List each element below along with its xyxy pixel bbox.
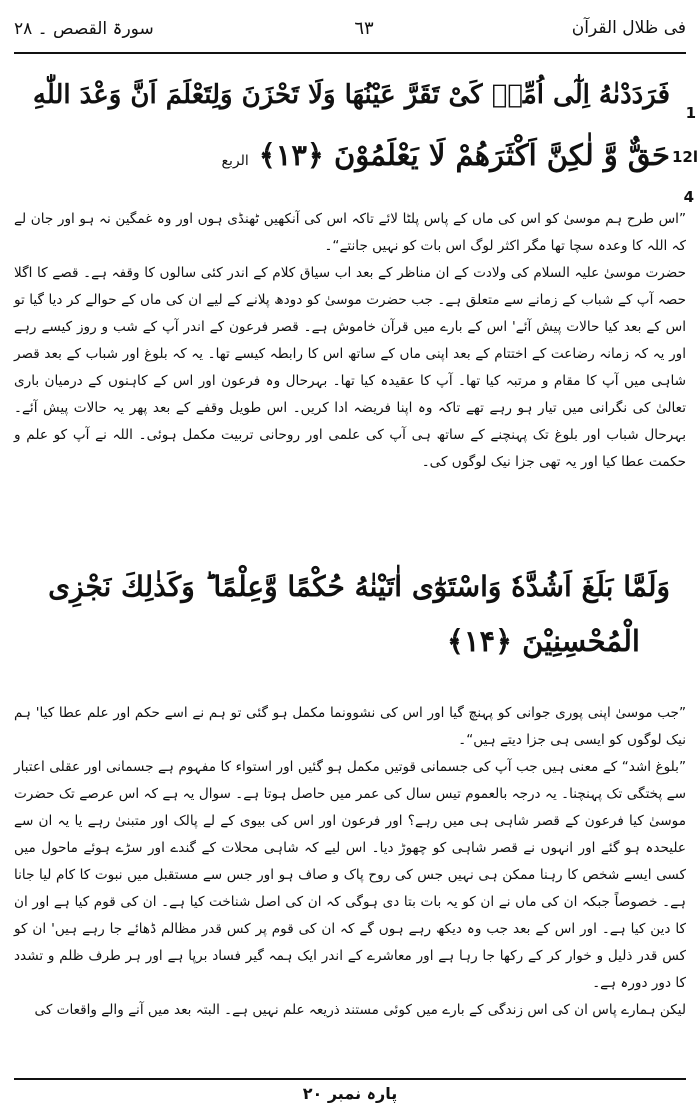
verse-2-line-1: وَلَمَّا بَلَغَ اَشُدَّهٗ وَاسْتَوٰٓى اٰتَیْنٰهُ حُكْمًا وَّعِلْمًا ؕ وَكَذٰلِكَ نَجْزِی [48,570,670,603]
paragraph: لیکن ہمارے پاس ان کی اس زندگی کے بارے میں کوئی مستند ذریعہ علم نہیں ہے۔ البتہ بعد میں آنے والے واقعات کی [34,1002,686,1018]
verse-2-line-2: الْمُحْسِنِیْنَ ﴿۱۴﴾ [446,624,640,658]
margin-note-bottom: 4 [683,188,694,206]
running-title: فی ظلال القرآن [571,18,686,38]
margin-note-middle: 12ا [671,148,698,166]
commentary-block-2 [14,700,686,1024]
surah-label: سورۃ القصص ۔ ٢٨ [14,19,154,39]
part-number: پارہ نمبر ٢٠ [302,1084,398,1103]
page-number: ٦٣ [354,18,374,39]
header-rule [14,52,686,54]
verse-1-line-2-text: حَقٌّ وَّ لٰكِنَّ اَكْثَرَهُمْ لَا یَعْلَمُوْنَ ﴿۱۳﴾ [258,138,670,172]
paragraph: حضرت موسیٰ علیہ السلام کی ولادت کے ان مناظر کے بعد اب سیاق کلام کے اندر کئی سالوں کا وقفہ ہے۔ قصے کا اگلا حصہ آپ کے شباب کے زمانے سے متعلق ہے۔ جب حضرت موسیٰ کو دودھ پلانے کے لیے ان کی ماں کے حوالے کر دیا گیا تو اس کے بعد کیا حالات پیش آئے' اس کے بارے میں قرآن خاموش ہے۔ قصر فرعون کے اندر آپ کے شب و روز کیسے رہے اور یہ کہ زمانہ رضاعت کے اختتام کے بعد اپنی ماں کے ساتھ اس کا رابطہ کیسے تھا۔ یہ کہ بلوغ اور شباب کے بعد قصر شاہی میں آپ کا مقام و مرتبہ کیا تھا۔ آپ کا عقیدہ کیا تھا۔ بہرحال وہ فرعون اور اس کے کاہنوں کے درمیان باری تعالیٰ کی نگرانی میں تیار ہو رہے تھے تاکہ وہ اپنا فریضہ ادا کریں۔ اس طویل وقفے کے بعد پھر یہ حالات پیش آئے۔ بہرحال شباب اور بلوغ تک پہنچنے کے ساتھ ہی آپ کی علمی اور روحانی تربیت مکمل ہوئی۔ اللہ نے آپ کو علم و حکمت عطا کیا اور یہ تھی جزا نیک لوگوں کی۔ [14,265,686,470]
paragraph: ”جب موسیٰ اپنی پوری جوانی کو پہنچ گیا اور اس کی نشوونما مکمل ہو گئی تو ہم نے اسے حکم اور علم عطا کیا' ہم نیک لوگوں کو ایسی ہی جزا دیتے ہیں“۔ [14,705,686,748]
verse-1-line-2 [222,138,670,172]
verse-1-line-1: فَرَدَدْنٰهُ اِلٰٓى اُمِّهٖ كَیْ تَقَرَّ عَیْنُهَا وَلَا تَحْزَنَ وَلِتَعْلَمَ اَنَّ وَعْدَ اللّٰهِ [32,80,670,110]
paragraph: ”اس طرح ہم موسیٰ کو اس کی ماں کے پاس پلٹا لائے تاکہ اس کی آنکھیں ٹھنڈی ہوں اور وہ غمگین نہ ہو اور جان لے کہ اللہ کا وعدہ سچا تھا مگر اکثر لوگ اس بات کو نہیں جانتے“۔ [14,211,686,254]
page-header [14,18,686,48]
margin-note-top: 1 [685,104,696,122]
commentary-block-1 [14,206,686,476]
footer-rule [14,1078,686,1080]
paragraph: ”بلوغ اشد“ کے معنی ہیں جب آپ کی جسمانی قوتیں مکمل ہو گئیں اور استواء کا مفہوم ہے جسمانی اور عقلی اعتبار سے پختگی تک پہنچنا۔ یہ درجہ بالعموم تیس سال کی عمر میں حاصل ہوتا ہے۔ سوال یہ ہے کہ اس عرصے تک حضرت موسیٰ کیا فرعون کے قصر شاہی ہی میں رہے؟ اور فرعون اور اس کی بیوی کے لے پالک اور متبنیٰ رہے یا یہ ان سے علیحدہ ہو گئے اور انہوں نے قصر شاہی کو چھوڑ دیا۔ اس لیے کہ شاہی محلات کے گندے اور سڑے ہوئے ماحول میں کسی ایسے شخص کا رہنا ممکن ہی نہیں جس کی روح پاک و صاف ہو اور جس سے مستقبل میں نبوت کا کام لیا جانا ہے۔ خصوصاً جبکہ ان کی ماں نے ان کو یہ بات بتا دی ہوگی کہ ان کی اصل شناخت کیا ہے۔ ان کی قوم کیا ہے اور ان کا دین کیا ہے۔ اور اس کے بعد جب وہ دیکھ رہے ہوں گے کہ ان کی قوم پر کس قدر مظالم ڈھائے جا رہے ہیں' ان کو کس قدر ذلیل و خوار کر کے رکھا جا رہا ہے اور معاشرے کے اندر ایک ہمہ گیر فساد برپا ہے اور ہر طرف ظلم و تشدد کا دور دورہ ہے۔ [14,759,686,991]
juz-mark: الربع [221,153,249,169]
